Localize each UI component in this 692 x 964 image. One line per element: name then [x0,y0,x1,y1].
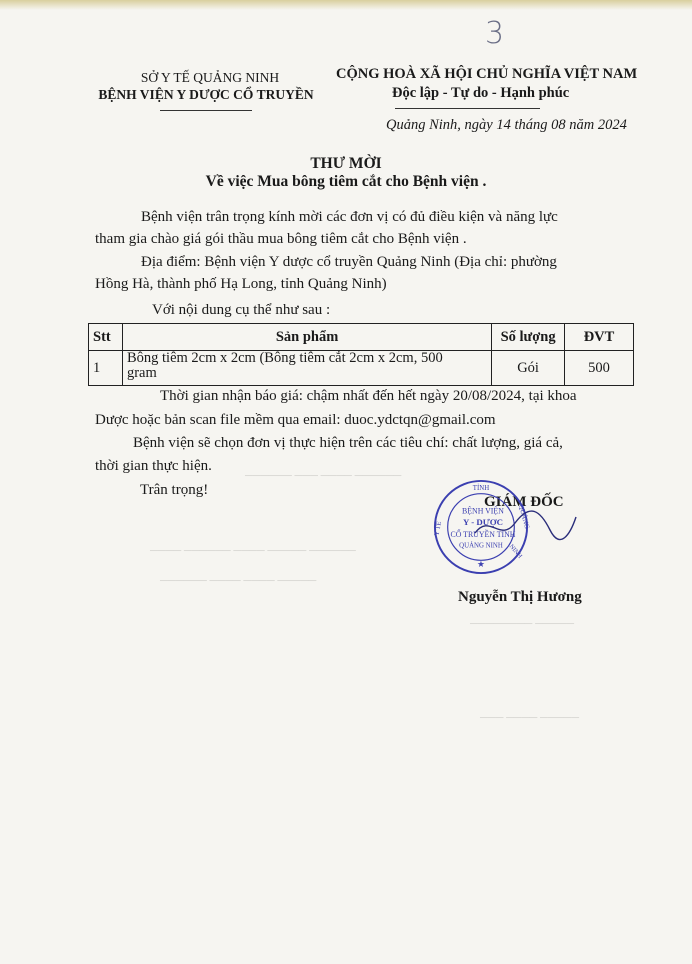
signer-title: GIÁM ĐỐC [484,494,564,510]
bleed-through-mark: ─── ──── ───── [480,712,580,724]
stamp-ring-right: QUẢNG [517,503,530,530]
national-motto-line-2: Độc lập - Tự do - Hạnh phúc [392,85,570,101]
paragraph-2-line-1: Địa điểm: Bệnh viện Y dược cổ truyền Quảng Ninh (Địa chỉ: phường [141,254,557,270]
bleed-through-mark: ──────── ───── [470,618,575,630]
document-subject: Về việc Mua bông tiêm cắt cho Bệnh viện . [205,173,487,190]
bleed-through-mark: ────── ──── ──── ───── [160,575,317,587]
stamp-ring-top: TỈNH [472,484,490,492]
table-row [89,351,634,386]
stamp-line-3: CỔ TRUYỀN TỈNH [450,529,516,539]
stamp-ring-left: Y TẾ [433,520,444,537]
bleed-through-mark: ──── ────── ──── ───── ────── [150,545,356,557]
cell-product-line-1: Bông tiêm 2cm x 2cm (Bông tiêm cắt 2cm x 2cm, 500 [126,350,443,366]
national-motto-line-1: CỘNG HOÀ XÃ HỘI CHỦ NGHĨA VIỆT NAM [336,66,638,82]
table-header-row [89,324,634,351]
cell-unit: 500 [565,351,634,386]
cell-stt: 1 [89,351,123,386]
paragraph-3: Với nội dung cụ thể như sau : [152,302,331,318]
place-date: Quảng Ninh, ngày 14 tháng 08 năm 2024 [386,117,627,133]
org-line-1: SỞ Y TẾ QUẢNG NINH [140,70,280,85]
document-title: THƯ MỜI [310,155,382,172]
handwritten-page-number: 3 [485,16,505,51]
stamp-line-2: Y - DƯỢC [462,517,503,528]
motto-underline [395,108,540,109]
stamp-line-4: QUẢNG NINH [459,542,503,550]
cell-product [122,351,491,386]
stamp-line-1: BỆNH VIỆN [462,506,504,516]
header-unit: ĐVT [565,324,634,351]
product-table [88,323,634,386]
org-line-2: BỆNH VIỆN Y DƯỢC CỔ TRUYỀN [98,87,314,102]
paragraph-1-line-1: Bệnh viện trân trọng kính mời các đơn vị có đủ điều kiện và năng lực [141,209,558,225]
paper-edge [0,0,692,10]
cell-product-line-2: gram [126,365,157,381]
paragraph-4-line-1: Thời gian nhận báo giá: chậm nhất đến hết ngày 20/08/2024, tại khoa [160,388,577,404]
closing-line: Trân trọng! [140,482,209,498]
header-quantity: Số lượng [492,324,565,351]
header-product: Sản phẩm [122,324,491,351]
paragraph-5-line-1: Bệnh viện sẽ chọn đơn vị thực hiện trên các tiêu chí: chất lượng, giá cả, [133,435,563,451]
paragraph-5-line-2: thời gian thực hiện. [95,458,212,474]
paragraph-1-line-2: tham gia chào giá gói thầu mua bông tiêm cắt cho Bệnh viện . [95,231,467,247]
stamp-ring-right-2: NINH [507,543,524,560]
paragraph-4-line-2: Dược hoặc bản scan file mềm qua email: duoc.ydctqn@gmail.com [95,412,496,428]
header-stt: Stt [89,324,123,351]
signer-name: Nguyễn Thị Hương [458,589,582,605]
cell-quantity: Gói [492,351,565,386]
bleed-through-mark: ────── ─── ──── ────── [245,470,402,482]
paragraph-2-line-2: Hồng Hà, thành phố Hạ Long, tỉnh Quảng Ninh) [95,276,387,292]
svg-text:★: ★ [477,560,485,571]
handwritten-signature [470,505,580,545]
org-underline [160,110,252,111]
